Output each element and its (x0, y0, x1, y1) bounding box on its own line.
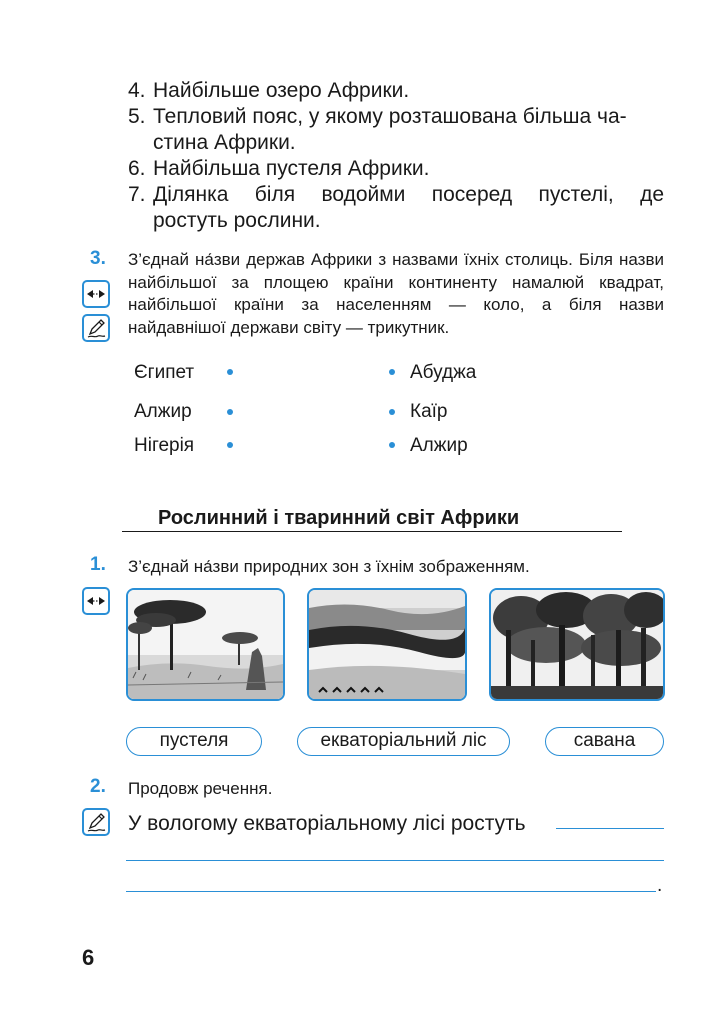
list-number: 7. (128, 183, 146, 206)
answer-line[interactable] (556, 828, 664, 829)
list-item-4 (128, 78, 409, 104)
list-number: 5. (128, 105, 146, 128)
list-item-5 (128, 104, 664, 130)
section-title: Рослинний і тваринний світ Африки (158, 507, 520, 529)
list-item-5-continuation: стина Африки. (153, 131, 296, 154)
section-divider (122, 531, 622, 532)
label-equatorial-forest[interactable]: екваторіальний ліс (297, 727, 510, 756)
desert-image[interactable] (307, 588, 467, 701)
sentence-start: У вологому екваторіальному лісі ростуть (128, 812, 526, 835)
answer-line[interactable] (126, 891, 656, 892)
connect-dot[interactable] (227, 369, 233, 375)
list-item-7-continuation: ростуть рослини. (153, 209, 321, 232)
list-text: Тепловий пояс, у якому розташована більша ча- (153, 105, 627, 128)
capital-abuja: Абуджа (410, 362, 477, 383)
connect-dot[interactable] (227, 409, 233, 415)
country-nigeria: Нігерія (134, 435, 195, 456)
country-algeria: Алжир (134, 401, 192, 422)
list-text: Ділянка біля водойми посеред пустелі, де (153, 183, 664, 206)
connect-arrows-icon (82, 587, 110, 615)
list-text: Найбільша пустеля Африки. (153, 157, 430, 180)
task-2-text: Продовж речення. (128, 779, 273, 798)
connect-dot[interactable] (227, 442, 233, 448)
equatorial-forest-image[interactable] (489, 588, 665, 701)
pencil-icon (82, 314, 110, 342)
connect-dot[interactable] (389, 442, 395, 448)
page-number: 6 (82, 945, 95, 970)
list-item-7 (128, 182, 664, 208)
task-2-number: 2. (90, 776, 106, 797)
savanna-image[interactable] (126, 588, 285, 701)
capital-cairo: Каїр (410, 401, 448, 422)
list-number: 6. (128, 157, 146, 180)
country-egypt: Єгипет (134, 362, 195, 383)
answer-line[interactable] (126, 860, 664, 861)
connect-dot[interactable] (389, 369, 395, 375)
pencil-icon (82, 808, 110, 836)
sentence-end-period: . (657, 875, 663, 896)
list-item-6 (128, 156, 429, 182)
task-3-text: З’єднай на́зви держав Африки з назвами їхніх столиць. Біля назви найбільшої за площею країни континенту намалюй квадрат, найбільшої країни за населенням — коло, а біля назви найдавнішої держави світу — трикутник. (128, 250, 664, 337)
list-text: Найбільше озеро Африки. (153, 79, 410, 102)
connect-dot[interactable] (389, 409, 395, 415)
task-1-number: 1. (90, 554, 106, 575)
list-number: 4. (128, 79, 146, 102)
label-desert[interactable]: пустеля (126, 727, 262, 756)
task-3-number: 3. (90, 248, 106, 269)
label-savanna[interactable]: савана (545, 727, 664, 756)
task-1-text: З’єднай на́зви природних зон з їхнім зображенням. (128, 557, 530, 576)
capital-algiers: Алжир (410, 435, 468, 456)
connect-arrows-icon (82, 280, 110, 308)
